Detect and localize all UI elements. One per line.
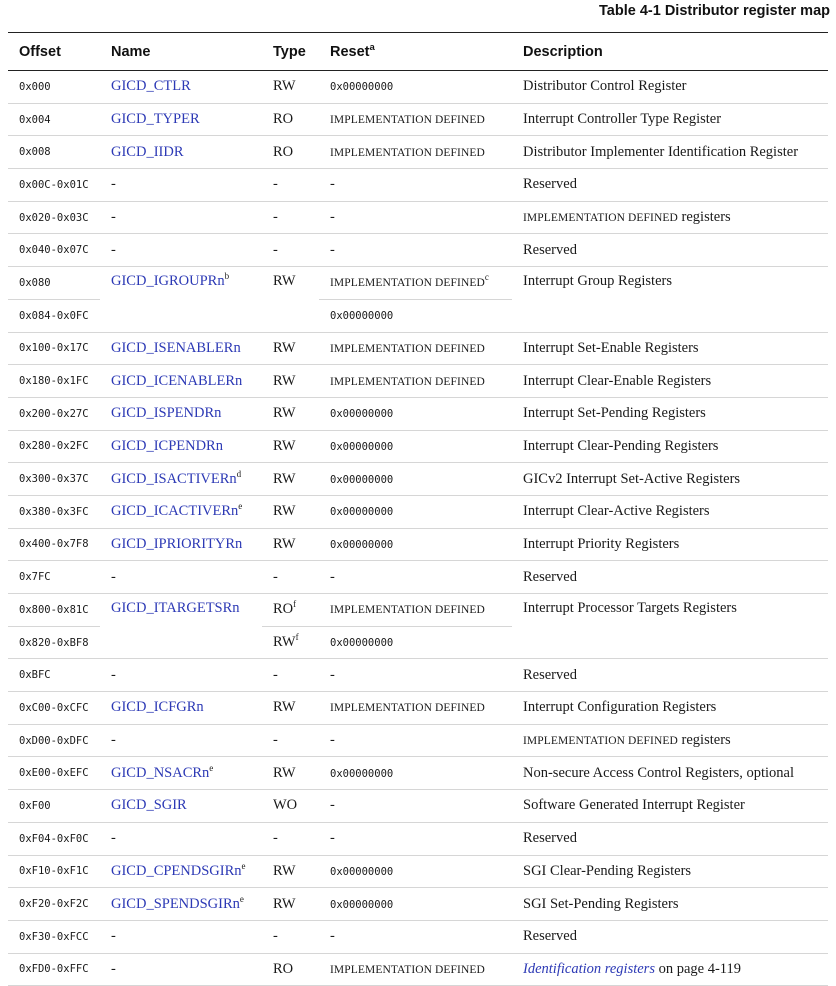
description-cell <box>512 855 828 888</box>
type-value: RW <box>273 470 296 487</box>
description-impl-defined: IMPLEMENTATION DEFINED <box>523 735 678 748</box>
offset-cell: 0xF04-0xF0C <box>8 822 100 855</box>
description-tail: registers <box>677 209 731 226</box>
header-offset: Offset <box>8 33 100 71</box>
register-name-link[interactable]: GICD_ICPENDRn <box>111 437 223 454</box>
type-value: RO <box>273 143 294 160</box>
name-cell <box>100 724 262 757</box>
reset-value: 0x00000000 <box>330 408 394 421</box>
reset-value: 0x00000000 <box>330 538 394 551</box>
offset-cell: 0x380-0x3FC <box>8 495 100 528</box>
reset-value: - <box>330 797 335 814</box>
register-name: - <box>111 928 116 945</box>
offset-cell: 0x008 <box>8 136 100 169</box>
register-name: - <box>111 176 116 193</box>
table-row <box>8 724 828 757</box>
description-text: Interrupt Clear-Active Registers <box>523 503 710 520</box>
table-row <box>8 463 828 496</box>
reset-cell <box>319 953 512 986</box>
description-text: Reserved <box>523 666 577 683</box>
type-value: - <box>273 666 278 683</box>
table-caption: Table 4-1 Distributor register map <box>599 3 830 19</box>
description-text: Reserved <box>523 830 577 847</box>
reset-cell <box>319 855 512 888</box>
type-value: - <box>273 830 278 847</box>
name-cell <box>100 888 262 921</box>
description-tail: registers <box>677 732 731 749</box>
description-text: GICv2 Interrupt Set-Active Registers <box>523 470 741 487</box>
type-value: - <box>273 732 278 749</box>
table-row <box>8 822 828 855</box>
description-link[interactable]: Identification registers <box>523 960 655 977</box>
offset-cell: 0xC00-0xCFC <box>8 692 100 725</box>
reset-cell <box>319 724 512 757</box>
reset-cell <box>319 528 512 561</box>
table-row <box>8 397 828 430</box>
description-text: Interrupt Processor Targets Registers <box>523 600 737 616</box>
reset-cell <box>319 430 512 463</box>
table-row <box>8 659 828 692</box>
type-value-footnote: f <box>295 632 299 643</box>
reset-value: 0x00000000 <box>330 440 394 453</box>
type-cell <box>262 169 319 202</box>
name-cell <box>100 528 262 561</box>
type-cell <box>262 953 319 986</box>
reset-cell <box>319 594 512 627</box>
type-cell <box>262 790 319 823</box>
type-value: - <box>273 241 278 258</box>
type-value: RW <box>273 273 296 290</box>
type-value: - <box>273 176 278 193</box>
table-row <box>8 920 828 953</box>
offset-cell: 0xFD0-0xFFC <box>8 953 100 986</box>
name-cell <box>100 169 262 202</box>
register-name-link[interactable]: GICD_ISENABLERn <box>111 339 241 356</box>
type-value: RW <box>273 634 296 651</box>
offset-cell: 0xF30-0xFCC <box>8 920 100 953</box>
register-name: - <box>111 732 116 749</box>
name-cell <box>100 790 262 823</box>
offset-cell: 0x400-0x7F8 <box>8 528 100 561</box>
reset-cell <box>319 332 512 365</box>
name-cell <box>100 103 262 136</box>
type-cell <box>262 430 319 463</box>
description-cell <box>512 495 828 528</box>
offset-cell: 0x7FC <box>8 561 100 594</box>
name-cell <box>100 561 262 594</box>
reset-cell <box>319 561 512 594</box>
reset-value: 0x00000000 <box>330 767 394 780</box>
table-row <box>8 561 828 594</box>
table-row <box>8 594 828 627</box>
register-name-link[interactable]: GICD_NSACRn <box>111 764 210 781</box>
register-name: - <box>111 241 116 258</box>
register-name-link-footnote: b <box>224 271 230 282</box>
reset-value: - <box>330 241 335 258</box>
table-row <box>8 234 828 267</box>
offset-cell: 0x300-0x37C <box>8 463 100 496</box>
register-name-link[interactable]: GICD_SPENDSGIRn <box>111 895 240 912</box>
type-value-footnote: f <box>293 599 297 610</box>
name-cell <box>100 757 262 790</box>
register-name-link[interactable]: GICD_CPENDSGIRn <box>111 862 242 879</box>
description-text: Interrupt Clear-Pending Registers <box>523 437 719 454</box>
reset-cell <box>319 299 512 332</box>
register-name-link[interactable]: GICD_ISACTIVERn <box>111 470 237 487</box>
table-row <box>8 528 828 561</box>
type-cell <box>262 71 319 104</box>
description-text: Interrupt Group Registers <box>523 273 672 290</box>
description-text: Reserved <box>523 176 577 193</box>
description-cell <box>512 790 828 823</box>
type-cell <box>262 594 319 627</box>
type-value: RO <box>273 111 294 128</box>
description-text: Reserved <box>523 568 577 585</box>
table-row <box>8 103 828 136</box>
reset-value: - <box>330 568 335 585</box>
description-text: Distributor Implementer Identification Register <box>523 143 799 160</box>
reset-value: - <box>330 830 335 847</box>
type-value: RW <box>273 895 296 912</box>
reset-value: 0x00000000 <box>330 865 394 878</box>
description-cell <box>512 136 828 169</box>
reset-cell <box>319 692 512 725</box>
type-value: RW <box>273 372 296 389</box>
offset-cell: 0xE00-0xEFC <box>8 757 100 790</box>
name-cell <box>100 136 262 169</box>
register-name: - <box>111 209 116 226</box>
table-row <box>8 267 828 300</box>
reset-cell <box>319 888 512 921</box>
offset-cell: 0x000 <box>8 71 100 104</box>
offset-cell: 0x004 <box>8 103 100 136</box>
type-cell <box>262 692 319 725</box>
reset-value: 0x00000000 <box>330 898 394 911</box>
reset-cell <box>319 136 512 169</box>
description-text: Non-secure Access Control Registers, optional <box>523 764 795 781</box>
header-reset-label: Reset <box>330 43 370 60</box>
description-impl-defined: IMPLEMENTATION DEFINED <box>523 212 678 225</box>
description-text: Software Generated Interrupt Register <box>523 797 745 814</box>
type-cell <box>262 920 319 953</box>
register-name-link[interactable]: GICD_ICENABLERn <box>111 372 243 389</box>
type-cell <box>262 103 319 136</box>
offset-cell: 0x280-0x2FC <box>8 430 100 463</box>
reset-cell <box>319 234 512 267</box>
header-reset-footnote: a <box>369 41 375 53</box>
offset-cell: 0xF00 <box>8 790 100 823</box>
register-name-link[interactable]: GICD_CTLR <box>111 78 191 95</box>
table-header <box>8 33 828 71</box>
reset-cell <box>319 790 512 823</box>
reset-cell <box>319 267 512 300</box>
offset-cell: 0x040-0x07C <box>8 234 100 267</box>
register-name: - <box>111 960 116 977</box>
name-cell <box>100 495 262 528</box>
reset-cell <box>319 626 512 659</box>
reset-cell <box>319 920 512 953</box>
offset-cell: 0x084-0x0FC <box>8 299 100 332</box>
offset-cell: 0x800-0x81C <box>8 594 100 627</box>
reset-value: - <box>330 732 335 749</box>
description-cell <box>512 103 828 136</box>
name-cell <box>100 920 262 953</box>
type-cell <box>262 136 319 169</box>
description-cell <box>512 822 828 855</box>
type-value: - <box>273 928 278 945</box>
description-cell <box>512 71 828 104</box>
name-cell <box>100 234 262 267</box>
type-cell <box>262 267 319 332</box>
table-row <box>8 495 828 528</box>
description-text: Interrupt Set-Enable Registers <box>523 339 699 356</box>
description-cell <box>512 365 828 398</box>
name-cell <box>100 822 262 855</box>
description-cell <box>512 920 828 953</box>
reset-value: 0x00000000 <box>330 506 394 519</box>
type-cell <box>262 332 319 365</box>
type-value: RO <box>273 960 294 977</box>
name-cell <box>100 594 262 659</box>
reset-cell <box>319 659 512 692</box>
reset-value: IMPLEMENTATION DEFINED <box>330 604 485 617</box>
register-name-link[interactable]: GICD_SGIR <box>111 797 187 814</box>
name-cell <box>100 430 262 463</box>
reset-cell <box>319 822 512 855</box>
reset-cell <box>319 397 512 430</box>
description-cell <box>512 953 828 986</box>
type-cell <box>262 463 319 496</box>
reset-value: - <box>330 666 335 683</box>
description-text: Interrupt Configuration Registers <box>523 699 717 716</box>
name-cell <box>100 463 262 496</box>
description-text: Interrupt Set-Pending Registers <box>523 405 706 422</box>
type-cell <box>262 757 319 790</box>
description-cell <box>512 888 828 921</box>
offset-cell: 0x200-0x27C <box>8 397 100 430</box>
register-name-link[interactable]: GICD_ITARGETSRn <box>111 600 240 616</box>
description-cell <box>512 169 828 202</box>
description-text: Distributor Control Register <box>523 78 687 95</box>
table-body <box>8 71 828 986</box>
type-cell <box>262 397 319 430</box>
reset-value: IMPLEMENTATION DEFINED <box>330 375 485 388</box>
description-cell <box>512 594 828 659</box>
type-value: RW <box>273 699 296 716</box>
type-value: RO <box>273 601 294 618</box>
type-value: RW <box>273 503 296 520</box>
header-name: Name <box>100 33 262 71</box>
type-cell <box>262 495 319 528</box>
type-cell <box>262 201 319 234</box>
name-cell <box>100 659 262 692</box>
description-text: Interrupt Controller Type Register <box>523 111 722 128</box>
description-cell <box>512 463 828 496</box>
description-cell <box>512 528 828 561</box>
description-cell <box>512 692 828 725</box>
register-name-link[interactable]: GICD_IGROUPRn <box>111 273 225 290</box>
register-name-link[interactable]: GICD_ICFGRn <box>111 699 204 716</box>
type-cell <box>262 888 319 921</box>
name-cell <box>100 855 262 888</box>
table-row <box>8 136 828 169</box>
reset-value: - <box>330 176 335 193</box>
reset-cell <box>319 71 512 104</box>
reset-value: IMPLEMENTATION DEFINED <box>330 277 485 290</box>
reset-cell <box>319 365 512 398</box>
register-name-link[interactable]: GICD_TYPER <box>111 111 200 128</box>
reset-value: 0x00000000 <box>330 310 394 323</box>
description-cell <box>512 267 828 332</box>
reset-value: - <box>330 209 335 226</box>
offset-cell: 0xF20-0xF2C <box>8 888 100 921</box>
type-value: - <box>273 568 278 585</box>
type-cell <box>262 626 319 659</box>
description-text: Reserved <box>523 928 577 945</box>
register-name: - <box>111 568 116 585</box>
reset-cell <box>319 495 512 528</box>
register-name-link-footnote: e <box>238 501 243 512</box>
description-cell <box>512 332 828 365</box>
type-value: RW <box>273 535 296 552</box>
table-row <box>8 953 828 986</box>
type-value: - <box>273 209 278 226</box>
offset-cell: 0x00C-0x01C <box>8 169 100 202</box>
name-cell <box>100 332 262 365</box>
type-value: RW <box>273 764 296 781</box>
reset-value: 0x00000000 <box>330 637 394 650</box>
offset-cell: 0xD00-0xDFC <box>8 724 100 757</box>
table-row <box>8 855 828 888</box>
reset-value: IMPLEMENTATION DEFINED <box>330 702 485 715</box>
offset-cell: 0xBFC <box>8 659 100 692</box>
reset-value: IMPLEMENTATION DEFINED <box>330 963 485 976</box>
description-text: SGI Set-Pending Registers <box>523 895 679 912</box>
description-text: Reserved <box>523 241 577 258</box>
name-cell <box>100 692 262 725</box>
type-cell <box>262 234 319 267</box>
description-text: SGI Clear-Pending Registers <box>523 862 692 879</box>
header-type: Type <box>262 33 319 71</box>
offset-cell: 0x020-0x03C <box>8 201 100 234</box>
description-cell <box>512 430 828 463</box>
header-description: Description <box>512 33 828 71</box>
type-value: RW <box>273 437 296 454</box>
offset-cell: 0x180-0x1FC <box>8 365 100 398</box>
reset-value-footnote: c <box>484 272 489 283</box>
type-value: RW <box>273 862 296 879</box>
reset-value: 0x00000000 <box>330 81 394 94</box>
header-reset <box>319 33 512 71</box>
table-row <box>8 201 828 234</box>
register-name-link-footnote: e <box>239 893 244 904</box>
table-row <box>8 71 828 104</box>
description-cell <box>512 757 828 790</box>
type-cell <box>262 659 319 692</box>
description-cell <box>512 397 828 430</box>
name-cell <box>100 267 262 332</box>
reset-cell <box>319 103 512 136</box>
reset-cell <box>319 169 512 202</box>
type-value: RW <box>273 339 296 356</box>
register-name-link[interactable]: GICD_IIDR <box>111 143 184 160</box>
register-name-link[interactable]: GICD_ISPENDRn <box>111 405 222 422</box>
register-name-link-footnote: d <box>236 468 242 479</box>
table-row <box>8 757 828 790</box>
register-name-link[interactable]: GICD_ICACTIVERn <box>111 503 239 520</box>
type-cell <box>262 724 319 757</box>
description-cell <box>512 201 828 234</box>
reset-value: IMPLEMENTATION DEFINED <box>330 146 485 159</box>
table-row <box>8 692 828 725</box>
type-value: WO <box>273 797 298 814</box>
table-row <box>8 169 828 202</box>
name-cell <box>100 397 262 430</box>
reset-value: 0x00000000 <box>330 473 394 486</box>
name-cell <box>100 71 262 104</box>
register-name-link-footnote: e <box>241 861 246 872</box>
type-cell <box>262 528 319 561</box>
description-text: Interrupt Priority Registers <box>523 535 680 552</box>
type-cell <box>262 365 319 398</box>
description-cell <box>512 659 828 692</box>
reset-value: - <box>330 928 335 945</box>
register-name: - <box>111 666 116 683</box>
register-name: - <box>111 830 116 847</box>
register-name-link-footnote: e <box>209 762 214 773</box>
offset-cell: 0x080 <box>8 267 100 300</box>
reset-cell <box>319 757 512 790</box>
type-cell <box>262 822 319 855</box>
offset-cell: 0x820-0xBF8 <box>8 626 100 659</box>
description-cell <box>512 724 828 757</box>
type-value: RW <box>273 78 296 95</box>
name-cell <box>100 953 262 986</box>
register-name-link[interactable]: GICD_IPRIORITYRn <box>111 535 243 552</box>
type-cell <box>262 561 319 594</box>
reset-value: IMPLEMENTATION DEFINED <box>330 342 485 355</box>
reset-cell <box>319 463 512 496</box>
table-row <box>8 365 828 398</box>
name-cell <box>100 365 262 398</box>
table-row <box>8 430 828 463</box>
description-cell <box>512 561 828 594</box>
offset-cell: 0xF10-0xF1C <box>8 855 100 888</box>
description-cell <box>512 234 828 267</box>
description-tail: on page 4-119 <box>654 960 742 977</box>
reset-cell <box>319 201 512 234</box>
offset-cell: 0x100-0x17C <box>8 332 100 365</box>
table-row <box>8 790 828 823</box>
distributor-register-map-table <box>8 32 828 986</box>
description-text: Interrupt Clear-Enable Registers <box>523 372 712 389</box>
name-cell <box>100 201 262 234</box>
type-cell <box>262 855 319 888</box>
table-row <box>8 332 828 365</box>
reset-value: IMPLEMENTATION DEFINED <box>330 114 485 127</box>
table-row <box>8 888 828 921</box>
type-value: RW <box>273 405 296 422</box>
